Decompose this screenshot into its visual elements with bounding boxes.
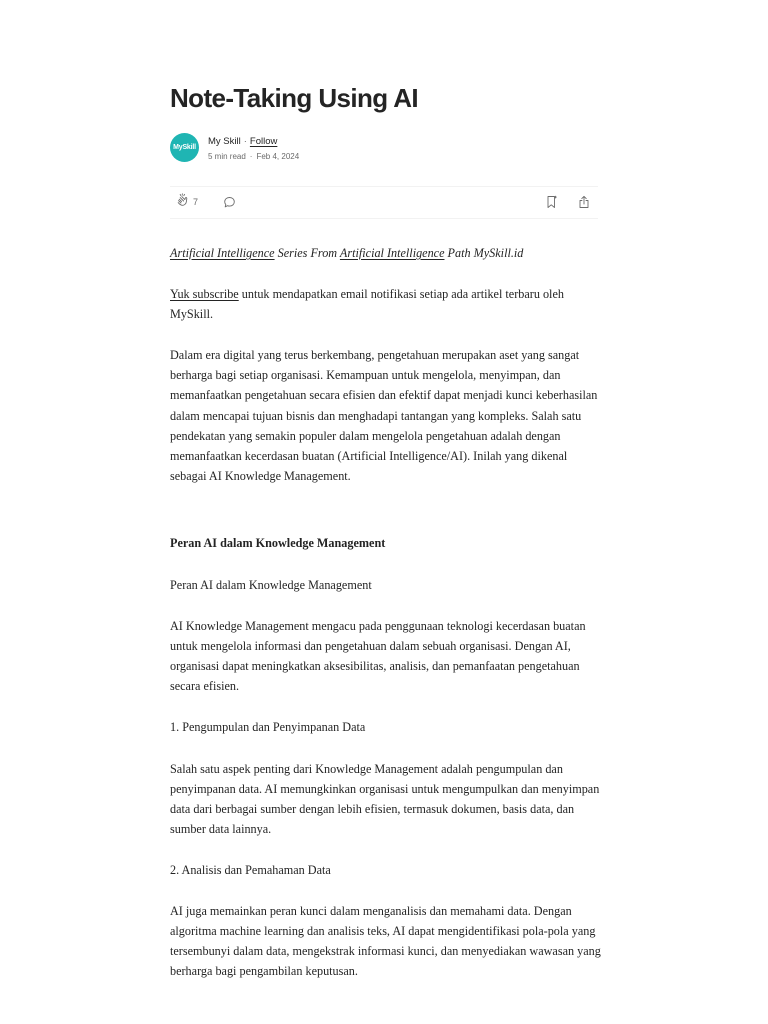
series-link-artificial-intelligence[interactable]: Artificial Intelligence xyxy=(170,246,275,260)
comment-icon[interactable] xyxy=(223,196,236,214)
bookmark-icon[interactable] xyxy=(546,195,558,214)
author-avatar[interactable] xyxy=(170,133,199,162)
byline xyxy=(170,133,600,165)
byline-meta-row xyxy=(208,152,299,162)
series-line xyxy=(170,243,602,263)
point2-paragraph: AI juga memainkan peran kunci dalam menganalisis dan memahami data. Dengan algoritma machine learning dan analisis teks, AI dapat mengidentifikasi pola-pola yang tersembunyi dalam data, mengekstrak informasi kunci, dan menyediakan wawasan yang berharga bagi pengambilan keputusan. xyxy=(170,903,601,979)
subscribe-link[interactable]: Yuk subscribe xyxy=(170,287,239,302)
intro-paragraph: Dalam era digital yang terus berkembang, pengetahuan merupakan aset yang sangat berharga bagi setiap organisasi. Kemampuan untuk mengelola, menyimpan, dan memanfaatkan pengetahuan secara efisien dan efektif dapat menjadi kunci keberhasilan dalam mencapai tujuan bisnis dan menghadapi tantangan yang kompleks. Salah satu pendekatan yang semakin populer dalam mengelola pengetahuan adalah dengan memanfaatkan kecerdasan buatan (Artificial Intelligence/AI). Inilah yang dikenal sebagai AI Knowledge Management. xyxy=(170,348,598,483)
point1-paragraph: Salah satu aspek penting dari Knowledge Management adalah pengumpulan dan penyimpanan data. AI memungkinkan organisasi untuk mengumpulkan dan menyimpan data dari berbagai sumber dengan lebih efisien, termasuk dokumen, basis data, dan sumber data lainnya. xyxy=(170,761,600,836)
clap-icon xyxy=(176,193,189,212)
share-icon[interactable] xyxy=(578,195,590,214)
byline-author-row xyxy=(208,136,277,148)
article-title: Note-Taking Using AI xyxy=(170,83,419,113)
section-subtitle: Peran AI dalam Knowledge Management xyxy=(170,577,372,592)
path-link-artificial-intelligence[interactable]: Artificial Intelligence xyxy=(339,246,445,260)
point2-title: 2. Analisis dan Pemahaman Data xyxy=(170,862,331,877)
follow-button[interactable]: Follow xyxy=(249,136,278,147)
action-bar xyxy=(170,186,598,219)
subscribe-text: untuk mendapatkan email notifikasi setiap ada artikel terbaru oleh MySkill. xyxy=(170,287,564,322)
author-name[interactable]: My Skill xyxy=(208,136,241,147)
subscribe-line xyxy=(170,284,602,324)
series-text-path: Path MySkill.id xyxy=(444,246,524,260)
publish-date: Feb 4, 2024 xyxy=(256,152,300,161)
section-heading: Peran AI dalam Knowledge Management xyxy=(170,535,386,550)
series-text-from: Series From xyxy=(274,246,340,260)
clap-button[interactable] xyxy=(176,195,198,209)
avatar-logo-text: MySkill xyxy=(173,144,196,151)
read-time: 5 min read xyxy=(208,152,246,161)
definition-paragraph: AI Knowledge Management mengacu pada penggunaan teknologi kecerdasan buatan untuk mengelola informasi dan pengetahuan dalam sebuah organisasi. Dengan AI, organisasi dapat meningkatkan aksesibilitas, analisis, dan pemanfaatan pengetahuan secara efisien. xyxy=(170,619,586,694)
point1-title: 1. Pengumpulan dan Penyimpanan Data xyxy=(170,720,366,735)
meta-separator: · xyxy=(249,152,253,161)
article-body xyxy=(170,243,602,1002)
clap-count: 7 xyxy=(193,197,199,207)
byline-separator: · xyxy=(243,136,247,147)
